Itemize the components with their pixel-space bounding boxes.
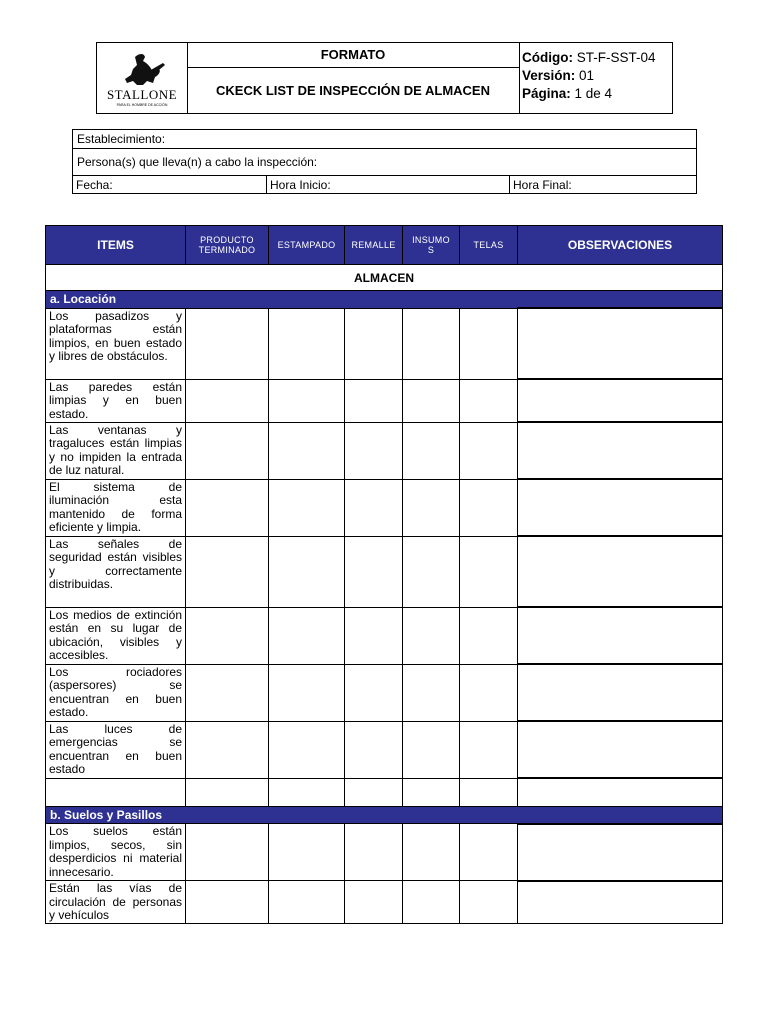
time-row: [73, 176, 696, 194]
check-producto-terminado[interactable]: [186, 824, 269, 881]
checklist-grid: [45, 225, 723, 924]
check-telas[interactable]: [460, 308, 518, 379]
observaciones-cell[interactable]: [518, 422, 723, 479]
column-header-row: [46, 226, 723, 265]
check-remalle[interactable]: [345, 721, 403, 778]
check-remalle[interactable]: [345, 607, 403, 664]
document-header: [96, 42, 673, 114]
checklist-table: [45, 225, 722, 935]
check-remalle[interactable]: [345, 536, 403, 607]
check-insumos[interactable]: [403, 308, 460, 379]
check-insumos[interactable]: [403, 607, 460, 664]
check-telas[interactable]: [460, 824, 518, 881]
check-estampado[interactable]: [269, 607, 345, 664]
check-remalle[interactable]: [345, 824, 403, 881]
check-remalle[interactable]: [345, 379, 403, 422]
check-insumos[interactable]: [403, 881, 460, 924]
check-producto-terminado[interactable]: [186, 536, 269, 607]
item-description: Los pasadizos y plataformas están limpios, en buen estado y libres de obstáculos.: [46, 308, 186, 379]
logo-wordmark: STALLONE: [106, 87, 178, 102]
check-producto-terminado[interactable]: [186, 881, 269, 924]
check-telas[interactable]: [460, 881, 518, 924]
check-estampado[interactable]: [269, 422, 345, 479]
codigo-value: ST-F-SST-04: [576, 50, 656, 65]
company-logo: [97, 43, 188, 113]
check-estampado[interactable]: [269, 881, 345, 924]
check-remalle[interactable]: [345, 778, 403, 806]
title-block: [187, 43, 520, 113]
check-remalle[interactable]: [345, 881, 403, 924]
version-value: 01: [579, 68, 595, 83]
check-remalle[interactable]: [345, 422, 403, 479]
check-estampado[interactable]: [269, 379, 345, 422]
check-estampado[interactable]: [269, 824, 345, 881]
item-description: Están las vías de circulación de personas y vehículos: [46, 881, 186, 924]
check-producto-terminado[interactable]: [186, 479, 269, 536]
check-telas[interactable]: [460, 479, 518, 536]
item-description: Los suelos están limpios, secos, sin desperdicios ni material innecesario.: [46, 824, 186, 881]
item-description: El sistema de iluminación esta mantenido de forma eficiente y limpia.: [46, 479, 186, 536]
check-estampado[interactable]: [269, 479, 345, 536]
observaciones-cell[interactable]: [518, 721, 723, 778]
check-estampado[interactable]: [269, 664, 345, 721]
observaciones-cell[interactable]: [518, 479, 723, 536]
check-telas[interactable]: [460, 607, 518, 664]
check-producto-terminado[interactable]: [186, 379, 269, 422]
observaciones-cell[interactable]: [518, 308, 723, 379]
hora-inicio-field[interactable]: Hora Inicio:: [267, 176, 510, 194]
group-header-row: [46, 806, 723, 824]
group-title: a. Locación: [46, 291, 723, 309]
item-description: Los medios de extinción están en su lugar de ubicación, visibles y accesibles.: [46, 607, 186, 664]
check-insumos[interactable]: [403, 824, 460, 881]
check-insumos[interactable]: [403, 664, 460, 721]
checklist-row: [46, 308, 723, 379]
col-items: ITEMS: [46, 226, 186, 265]
observaciones-cell[interactable]: [518, 881, 723, 924]
hora-final-field[interactable]: Hora Final:: [513, 178, 572, 192]
observaciones-cell[interactable]: [518, 379, 723, 422]
check-producto-terminado[interactable]: [186, 778, 269, 806]
check-insumos[interactable]: [403, 778, 460, 806]
observaciones-cell[interactable]: [518, 607, 723, 664]
check-estampado[interactable]: [269, 536, 345, 607]
check-producto-terminado[interactable]: [186, 422, 269, 479]
checklist-row: [46, 664, 723, 721]
checklist-row: [46, 536, 723, 607]
group-header-row: [46, 291, 723, 309]
pagina-value: 1 de 4: [574, 86, 613, 101]
item-description: Los rociadores (aspersores) se encuentran en buen estado.: [46, 664, 186, 721]
observaciones-cell[interactable]: [518, 536, 723, 607]
item-description: Las señales de seguridad están visibles y correctamente distribuidas.: [46, 536, 186, 607]
pagina-label: Página:: [522, 86, 571, 101]
checklist-row: [46, 721, 723, 778]
checklist-row: [46, 379, 723, 422]
check-estampado[interactable]: [269, 721, 345, 778]
check-insumos[interactable]: [403, 536, 460, 607]
check-estampado[interactable]: [269, 778, 345, 806]
logo-tagline: PARA EL HOMBRE DE ACCIÓN: [116, 103, 168, 107]
document-meta: [522, 49, 656, 103]
check-remalle[interactable]: [345, 308, 403, 379]
col-observaciones: OBSERVACIONES: [518, 226, 723, 265]
col-estampado: ESTAMPADO: [269, 226, 345, 265]
col-insumos: INSUMOS: [403, 226, 460, 265]
observaciones-cell[interactable]: [518, 664, 723, 721]
col-producto-terminado: PRODUCTO TERMINADO: [186, 226, 269, 265]
item-description: Las luces de emergencias se encuentran en buen estado: [46, 721, 186, 778]
codigo-label: Código:: [522, 50, 573, 65]
check-telas[interactable]: [460, 664, 518, 721]
check-insumos[interactable]: [403, 479, 460, 536]
version-label: Versión:: [522, 68, 576, 83]
document-title: CKECK LIST DE INSPECCIÓN DE ALMACEN: [216, 83, 490, 98]
checklist-row: [46, 824, 723, 881]
col-remalle: REMALLE: [345, 226, 403, 265]
check-telas[interactable]: [460, 778, 518, 806]
check-estampado[interactable]: [269, 308, 345, 379]
checklist-row: [46, 607, 723, 664]
col-telas: TELAS: [460, 226, 518, 265]
item-description: [46, 778, 186, 806]
check-telas[interactable]: [460, 379, 518, 422]
group-title: b. Suelos y Pasillos: [46, 806, 723, 824]
check-producto-terminado[interactable]: [186, 607, 269, 664]
check-insumos[interactable]: [403, 379, 460, 422]
observaciones-cell[interactable]: [518, 824, 723, 881]
observaciones-cell[interactable]: [518, 778, 723, 806]
personas-field[interactable]: Persona(s) que lleva(n) a cabo la inspección:: [73, 149, 696, 176]
checklist-row: [46, 778, 723, 806]
fecha-field[interactable]: Fecha:: [73, 176, 267, 194]
establecimiento-field[interactable]: Establecimiento:: [73, 130, 696, 149]
check-remalle[interactable]: [345, 664, 403, 721]
checklist-row: [46, 422, 723, 479]
check-remalle[interactable]: [345, 479, 403, 536]
check-producto-terminado[interactable]: [186, 664, 269, 721]
checklist-row: [46, 479, 723, 536]
item-description: Las ventanas y tragaluces están limpias y no impiden la entrada de luz natural.: [46, 422, 186, 479]
check-insumos[interactable]: [403, 721, 460, 778]
check-insumos[interactable]: [403, 422, 460, 479]
item-description: Las paredes están limpias y en buen estado.: [46, 379, 186, 422]
check-producto-terminado[interactable]: [186, 308, 269, 379]
inspection-info: [72, 129, 697, 194]
check-telas[interactable]: [460, 721, 518, 778]
check-telas[interactable]: [460, 422, 518, 479]
section-title: ALMACEN: [46, 265, 723, 291]
section-row: [46, 265, 723, 291]
check-producto-terminado[interactable]: [186, 721, 269, 778]
checklist-row: [46, 881, 723, 924]
check-telas[interactable]: [460, 536, 518, 607]
format-label: FORMATO: [187, 43, 519, 68]
